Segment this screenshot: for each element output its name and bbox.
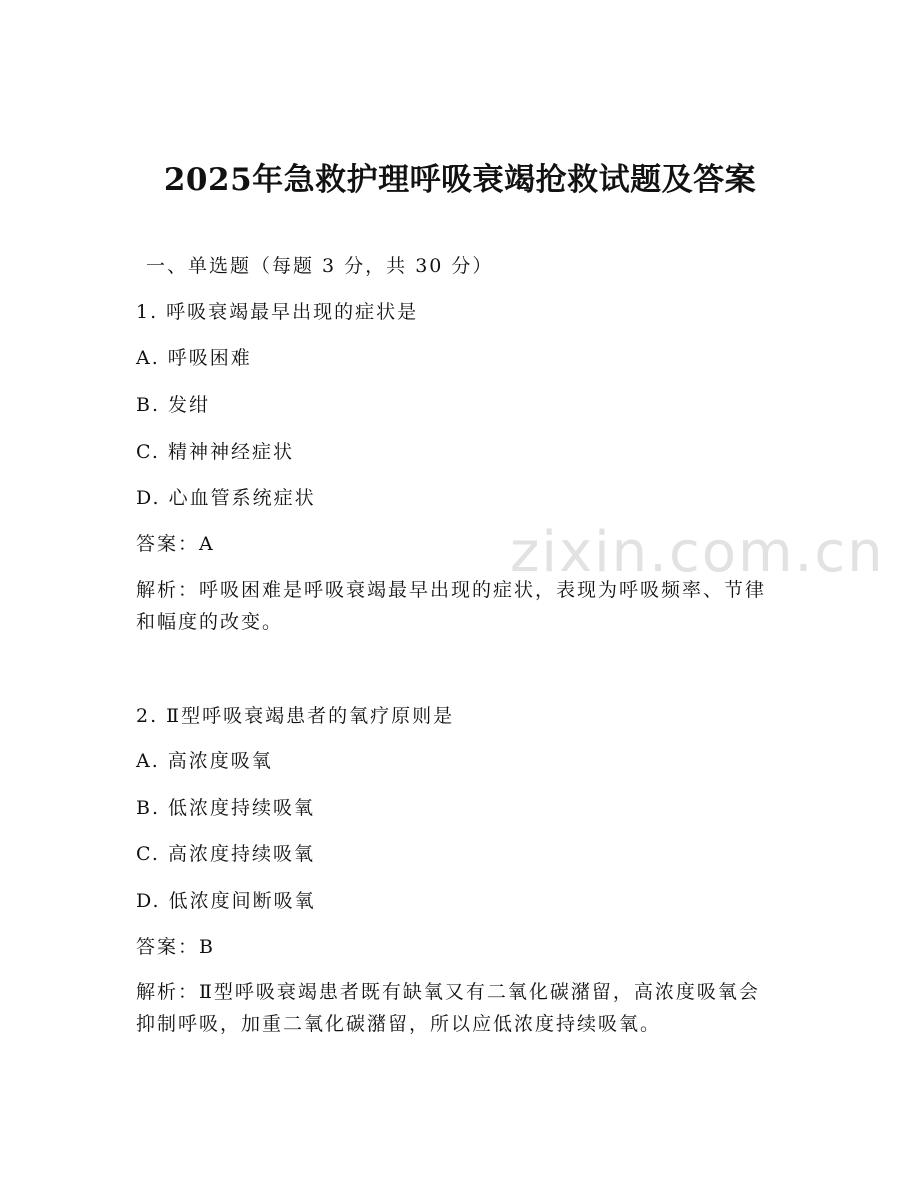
option-a: A. 高浓度吸氧 — [136, 750, 273, 772]
section-heading: 一、单选题（每题 3 分，共 30 分） — [146, 255, 494, 277]
option-d: D. 心血管系统症状 — [136, 487, 316, 509]
option-c: C. 高浓度持续吸氧 — [136, 843, 315, 865]
option-b: B. 低浓度持续吸氧 — [136, 797, 316, 819]
answer-label: 答案：A — [136, 533, 215, 555]
watermark-logo: zixin.com.cn — [510, 520, 885, 585]
explanation-text: 解析：Ⅱ型呼吸衰竭患者既有缺氧又有二氧化碳潴留，高浓度吸氧会抑制呼吸，加重二氧化碳潴留，所以应低浓度持续吸氧。 — [136, 981, 760, 1035]
question-stem: 1. 呼吸衰竭最早出现的症状是 — [136, 301, 419, 323]
option-c: C. 精神神经症状 — [136, 441, 294, 463]
option-d: D. 低浓度间断吸氧 — [136, 890, 316, 912]
question-stem: 2. Ⅱ型呼吸衰竭患者的氧疗原则是 — [136, 705, 455, 727]
option-a: A. 呼吸困难 — [136, 347, 252, 369]
document-title: 2025年急救护理呼吸衰竭抢救试题及答案 — [163, 162, 757, 198]
answer-label: 答案：B — [136, 936, 215, 958]
option-b: B. 发绀 — [136, 394, 211, 416]
explanation-text: 解析：呼吸困难是呼吸衰竭最早出现的症状，表现为呼吸频率、节律和幅度的改变。 — [136, 579, 767, 633]
